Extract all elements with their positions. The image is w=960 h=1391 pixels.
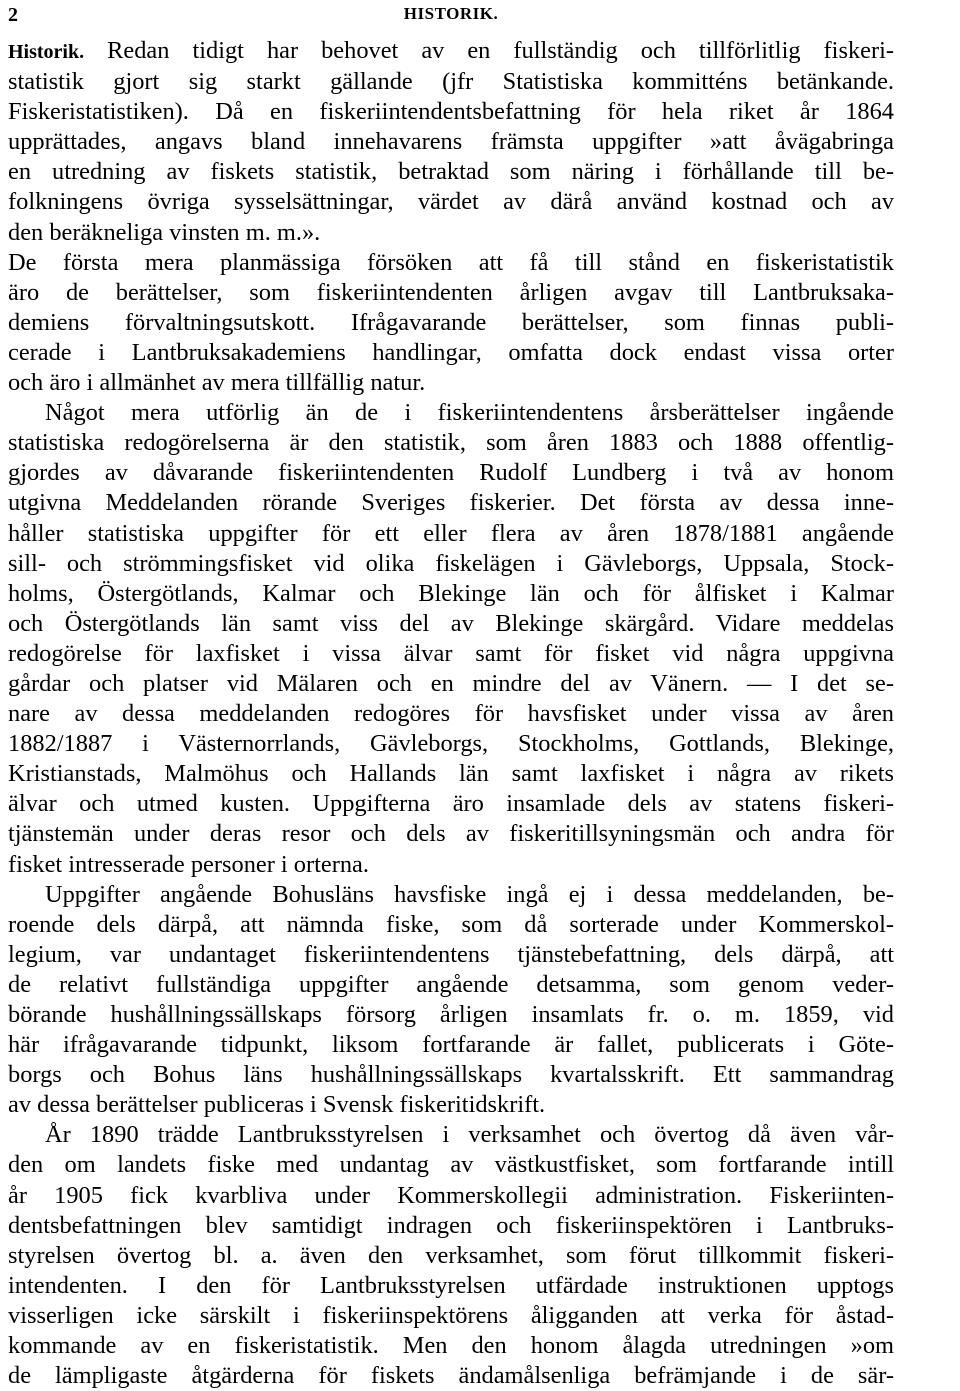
paragraph-line: år 1905 fick kvarbliva under Kommerskollegii administration. Fiskeriinten- bbox=[8, 1181, 894, 1209]
paragraph-3 bbox=[8, 398, 894, 880]
paragraph-line: statistik gjort sig starkt gällande (jfr Statistiska kommitténs betänkande. bbox=[8, 68, 894, 96]
paragraph-line bbox=[8, 36, 894, 67]
paragraph-line: gårdar och platser vid Mälaren och en mindre del av Vänern. — I det se- bbox=[8, 669, 894, 697]
paragraph-line: de lämpligaste åtgärderna för fiskets ändamålsenliga befrämjande i de sär- bbox=[8, 1362, 894, 1390]
paragraph-2 bbox=[8, 248, 894, 398]
paragraph-line: legium, var undantaget fiskeriintendentens tjänstebefattning, dels därpå, att bbox=[8, 940, 894, 968]
section-heading: Historik. bbox=[8, 41, 85, 63]
paragraph-line: här ifrågavarande tidpunkt, liksom fortfarande är fallet, publicerats i Göte- bbox=[8, 1031, 894, 1059]
paragraph-line: redogörelse för laxfisket i vissa älvar samt för fisket vid några uppgivna bbox=[8, 639, 894, 667]
paragraph-line: statistiska redogörelserna är den statistik, som åren 1883 och 1888 offentlig- bbox=[8, 429, 894, 457]
page-number: 2 bbox=[8, 4, 18, 26]
paragraph-line: håller statistiska uppgifter för ett eller flera av åren 1878/1881 angående bbox=[8, 519, 894, 547]
paragraph-line: fisket intresserade personer i orterna. bbox=[8, 850, 369, 878]
paragraph-line: av dessa berättelser publiceras i Svensk fiskeritidskrift. bbox=[8, 1091, 546, 1119]
paragraph-line: älvar och utmed kusten. Uppgifterna äro insamlade dels av statens fiskeri- bbox=[8, 790, 894, 818]
paragraph-line: Uppgifter angående Bohusläns havsfiske ingå ej i dessa meddelanden, be- bbox=[45, 880, 894, 908]
paragraph-line: den beräkneliga vinsten m. m.». bbox=[8, 218, 321, 246]
paragraph-line: borgs och Bohus läns hushållningssällskaps kvartalsskrift. Ett sammandrag bbox=[8, 1061, 894, 1089]
paragraph-line: cerade i Lantbruksakademiens handlingar, omfatta dock endast vissa orter bbox=[8, 338, 894, 366]
paragraph-line: börande hushållningssällskaps försorg årligen insamlats fr. o. m. 1859, vid bbox=[8, 1001, 894, 1028]
paragraph-line: Fiskeristatistiken). Då en fiskeriintendentsbefattning för hela riket år 1864 bbox=[8, 98, 894, 126]
paragraph-line: den om landets fiske med undantag av västkustfisket, som fortfarande intill bbox=[8, 1151, 894, 1179]
paragraph-line: äro de berättelser, som fiskeriintendenten årligen avgav till Lantbruksaka- bbox=[8, 278, 894, 306]
paragraph-line: Kristianstads, Malmöhus och Hallands län samt laxfisket i några av rikets bbox=[8, 760, 894, 788]
paragraph-1 bbox=[8, 36, 894, 248]
paragraph-line: År 1890 trädde Lantbruksstyrelsen i verksamhet och övertog då även vår- bbox=[45, 1121, 894, 1149]
paragraph-line-text: Redan tidigt har behovet av en fullständig och tillförlitlig fiskeri- bbox=[107, 37, 894, 64]
paragraph-line: Något mera utförlig än de i fiskeriintendentens årsberättelser ingående bbox=[45, 399, 894, 427]
paragraph-line: intendenten. I den för Lantbruksstyrelsen utfärdade instruktionen upptogs bbox=[8, 1271, 894, 1299]
paragraph-line: folkningens övriga sysselsättningar, värdet av därå använd kostnad och av bbox=[8, 188, 894, 216]
body-text bbox=[8, 36, 894, 1391]
paragraph-line: dentsbefattningen blev samtidigt indragen och fiskeriinspektören i Lantbruks- bbox=[8, 1211, 894, 1239]
paragraph-line: en utredning av fiskets statistik, betraktad som näring i förhållande till be- bbox=[8, 158, 894, 186]
paragraph-line: roende dels därpå, att nämnda fiske, som då sorterade under Kommerskol- bbox=[8, 910, 894, 938]
running-head bbox=[8, 0, 894, 36]
paragraph-line: visserligen icke särskilt i fiskeriinspektörens åligganden att verka för åstad- bbox=[8, 1301, 894, 1329]
paragraph-line: holms, Östergötlands, Kalmar och Blekinge län och för ålfisket i Kalmar bbox=[8, 579, 894, 607]
running-title: HISTORIK. bbox=[403, 4, 499, 23]
paragraph-line: nare av dessa meddelanden redogöres för havsfisket under vissa av åren bbox=[8, 700, 894, 728]
paragraph-line: gjordes av dåvarande fiskeriintendenten Rudolf Lundberg i två av honom bbox=[8, 459, 894, 487]
paragraph-line: utgivna Meddelanden rörande Sveriges fiskerier. Det första av dessa inne- bbox=[8, 489, 894, 517]
paragraph-line: upprättades, angavs bland innehavarens främsta uppgifter »att åvägabringa bbox=[8, 128, 894, 156]
paragraph-line: 1882/1887 i Västernorrlands, Gävleborgs, Stockholms, Gottlands, Blekinge, bbox=[8, 730, 894, 758]
paragraph-line: De första mera planmässiga försöken att få till stånd en fiskeristatistik bbox=[8, 248, 894, 276]
paragraph-line: styrelsen övertog bl. a. även den verksamhet, som förut tillkommit fiskeri- bbox=[8, 1241, 894, 1269]
paragraph-line: demiens förvaltningsutskott. Ifrågavarande berättelser, som finnas publi- bbox=[8, 308, 894, 336]
page bbox=[8, 0, 894, 1391]
paragraph-line: sill- och strömmingsfisket vid olika fiskelägen i Gävleborgs, Uppsala, Stock- bbox=[8, 549, 894, 577]
paragraph-line: och äro i allmänhet av mera tillfällig natur. bbox=[8, 369, 426, 397]
paragraph-4 bbox=[8, 880, 894, 1121]
paragraph-line: tjänstemän under deras resor och dels av fiskeritillsyningsmän och andra för bbox=[8, 820, 894, 848]
paragraph-line: och Östergötlands län samt viss del av Blekinge skärgård. Vidare meddelas bbox=[8, 609, 894, 637]
paragraph-line: de relativt fullständiga uppgifter angående detsamma, som genom veder- bbox=[8, 970, 894, 998]
paragraph-line: kommande av en fiskeristatistik. Men den honom ålagda utredningen »om bbox=[8, 1332, 894, 1360]
paragraph-5 bbox=[8, 1120, 894, 1391]
